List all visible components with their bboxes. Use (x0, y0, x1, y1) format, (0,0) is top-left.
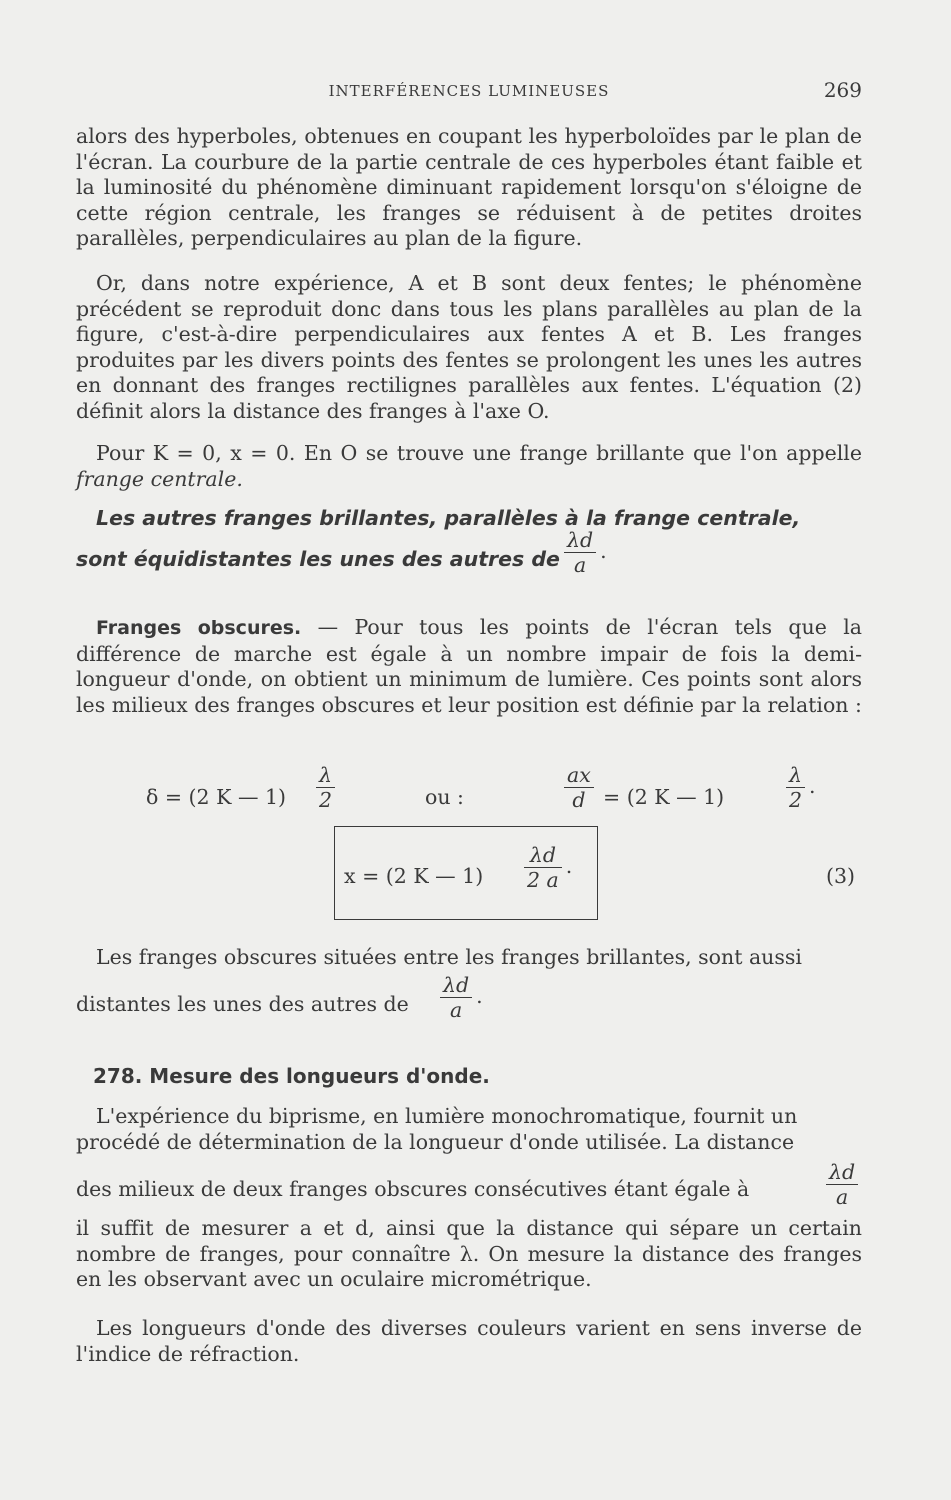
paragraph-1: alors des hyperboles, obtenues en coupant les hyperboloïdes par le plan de l'écran. La courbure de la partie centrale de ces hyperboles étant faible et la luminosité du phénomène diminuant rapidement lorsqu'on s'éloigne de cette région centrale, les franges se réduisent à de petites droites parallèles, perpendiculaires au plan de la figure. (76, 124, 862, 251)
fraction-numerator: λd (826, 1160, 858, 1185)
equation-right-mid: = (2 K — 1) (603, 785, 725, 809)
theorem-line-1: Les autres franges brillantes, parallèles à la frange centrale, (96, 506, 801, 530)
paragraph-7-fraction (822, 1160, 862, 1209)
fraction-numerator: λd (564, 528, 596, 553)
fraction-denominator: 2 (319, 788, 333, 812)
equation-ou: ou : (425, 785, 464, 809)
equation-3-label: (3) (826, 864, 856, 888)
page-number: 269 (823, 78, 862, 102)
fraction-end: . (565, 854, 573, 878)
paragraph-5-text: — Pour tous les points de l'écran tels que la différence de marche est égale à un nombre impair de fois la demi-longueur d'onde, on obtient un minimum de lumière. Ces points sont alors les milieux des franges obscures et leur position est définie par la relation : (76, 615, 862, 717)
theorem-line-2: sont équidistantes les unes des autres de (76, 547, 560, 571)
fraction-denominator: 2 (789, 788, 803, 812)
paragraph-8: Les longueurs d'onde des diverses couleurs varient en sens inverse de l'indice de réfraction. (76, 1316, 862, 1366)
page-header (76, 78, 862, 104)
fraction-numerator: λ (786, 763, 805, 788)
equation-right-fraction (782, 763, 816, 812)
paragraph-franges-obscures (76, 615, 862, 718)
equation-delta-fraction (312, 763, 339, 812)
paragraph-7-line-1: L'expérience du biprisme, en lumière monochromatique, fournit un (96, 1104, 798, 1128)
fraction-numerator: λd (440, 973, 472, 998)
paragraph-7-line-2: procédé de détermination de la longueur d'onde utilisée. La distance (76, 1130, 795, 1154)
paragraph-7-line-3: des milieux de deux franges obscures consécutives étant égale à (76, 1177, 750, 1201)
paragraph-3-text: Pour K = 0, x = 0. En O se trouve une frange brillante que l'on appelle (96, 441, 862, 465)
fraction-denominator: d (572, 788, 586, 812)
fraction-numerator: ax (564, 763, 594, 788)
paragraph-6-fraction (436, 973, 483, 1022)
fraction-denominator: 2 a (527, 868, 559, 892)
equation-ax-fraction (560, 763, 598, 812)
fraction-denominator: a (449, 998, 463, 1022)
fraction-numerator: λ (316, 763, 335, 788)
paragraph-6-line-1: Les franges obscures situées entre les franges brillantes, sont aussi (96, 945, 802, 969)
fraction-end: . (809, 774, 816, 798)
paragraph-2: Or, dans notre expérience, A et B sont deux fentes; le phénomène précédent se reproduit donc dans tous les plans parallèles au plan de la figure, c'est-à-dire perpendiculaires aux fentes A et B. Les franges produites par les divers points des fentes se prolongent les unes les autres en donnant des franges rectilignes parallèles aux fentes. L'équation (2) définit alors la distance des franges à l'axe O. (76, 271, 862, 423)
running-title: INTERFÉRENCES LUMINEUSES (328, 82, 610, 100)
fraction-denominator: a (835, 1185, 849, 1209)
paragraph-7-rest: il suffit de mesurer a et d, ainsi que la distance qui sépare un certain nombre de franges, pour connaître λ. On mesure la distance des franges en les observant avec un oculaire micrométrique. (76, 1216, 862, 1292)
subheading-franges-obscures: Franges obscures. (96, 617, 302, 639)
term-frange-centrale: frange centrale. (76, 466, 243, 491)
equation-delta-lhs: δ = (2 K — 1) (146, 785, 286, 809)
paragraph-3 (76, 441, 862, 492)
fraction-denominator: a (573, 553, 587, 577)
section-heading-278: 278. Mesure des longueurs d'onde. (93, 1064, 490, 1088)
fraction-end: . (476, 984, 483, 1008)
fraction-numerator: λd (524, 843, 562, 868)
paragraph-6-line-2: distantes les unes des autres de (76, 992, 409, 1016)
fraction-end: . (600, 539, 607, 563)
theorem-fraction (560, 528, 607, 577)
equation-3-lhs: x = (2 K — 1) (344, 864, 484, 888)
equation-3-fraction (520, 843, 572, 892)
